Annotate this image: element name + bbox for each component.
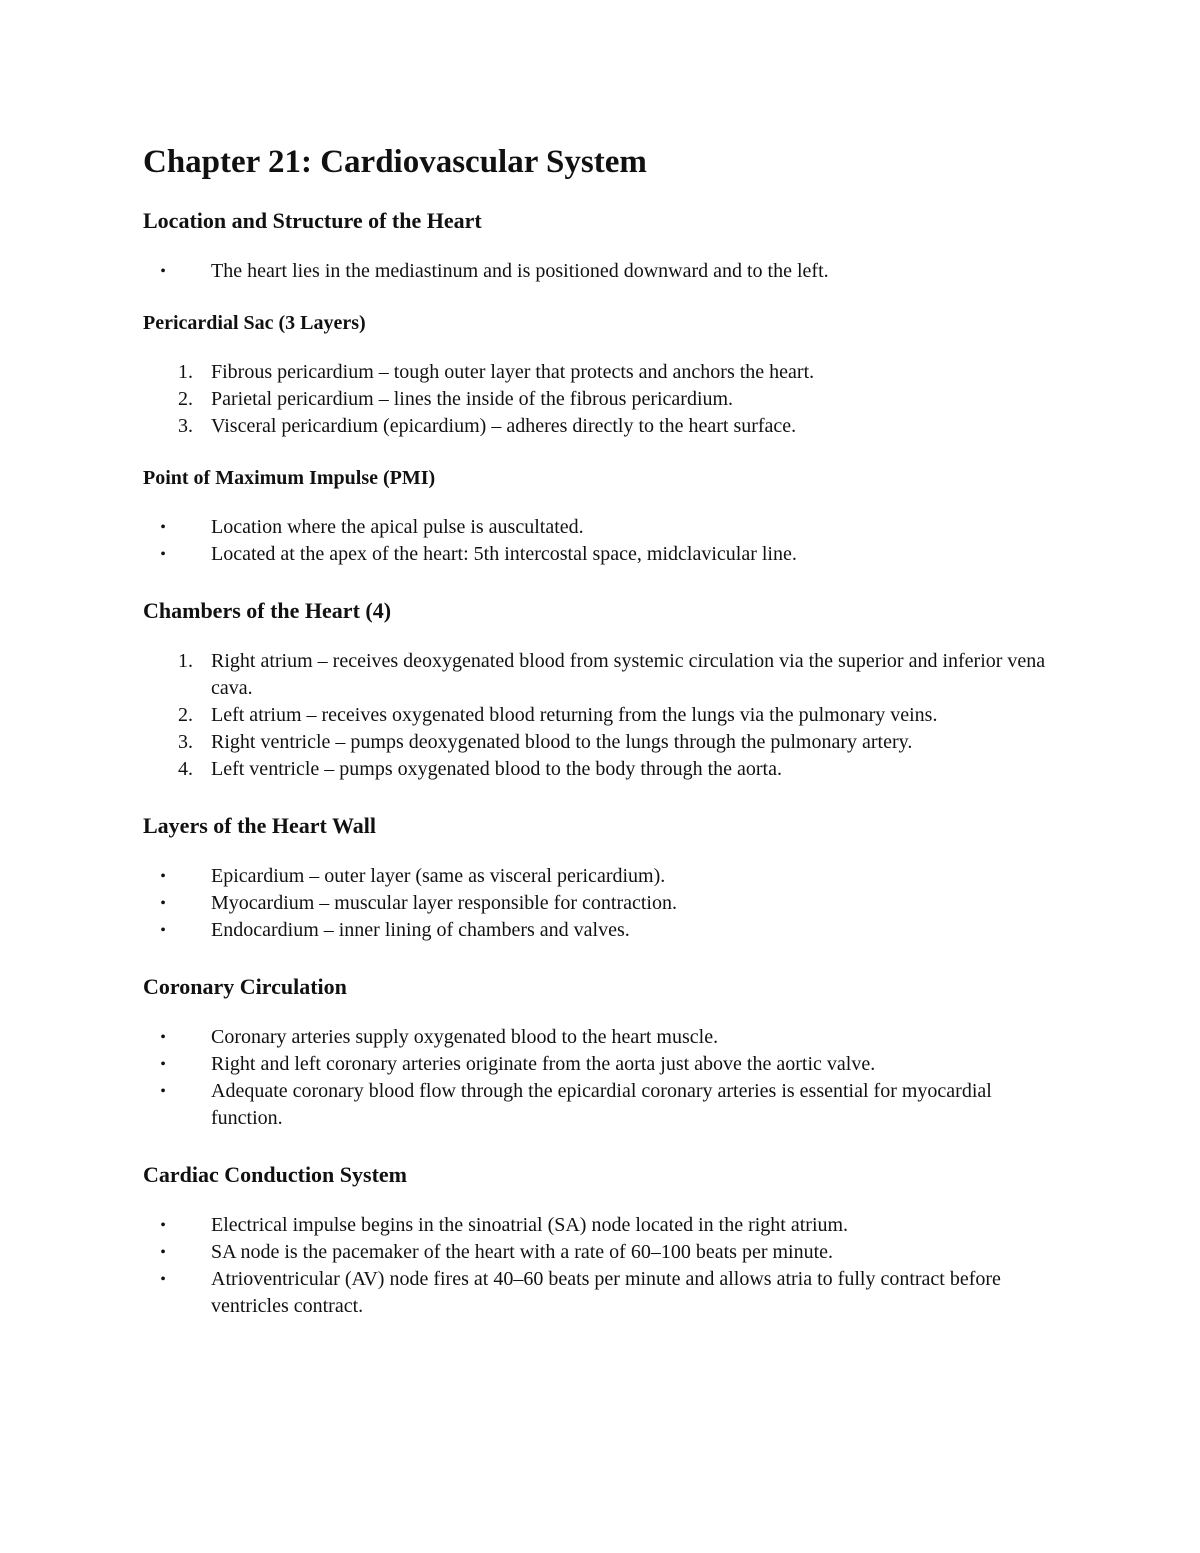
list-item: [143, 648, 1063, 702]
list-item-text: Location where the apical pulse is auscultated.: [211, 516, 584, 538]
bullet-marker: •: [160, 519, 166, 536]
list-item: [143, 386, 1063, 413]
list-item-text: Epicardium – outer layer (same as visceral pericardium).: [211, 865, 666, 887]
bullet-marker: •: [160, 1056, 166, 1073]
number-marker: 3.: [178, 415, 193, 437]
list-item-text: SA node is the pacemaker of the heart with a rate of 60–100 beats per minute.: [211, 1241, 834, 1263]
list-item-text: Left atrium – receives oxygenated blood returning from the lungs via the pulmonary veins.: [211, 704, 938, 726]
list-item: [143, 359, 1063, 386]
document-content: [143, 142, 1063, 1346]
bullet-marker: •: [160, 922, 166, 939]
list-conduction: [143, 1212, 1063, 1320]
section-heading-chambers: Chambers of the Heart (4): [143, 598, 392, 623]
bullet-marker: •: [160, 263, 166, 280]
list-item-text: Adequate coronary blood flow through the epicardial coronary arteries is essential for myocardial function.: [211, 1080, 992, 1129]
bullet-marker: •: [160, 868, 166, 885]
list-item-text: Electrical impulse begins in the sinoatrial (SA) node located in the right atrium.: [211, 1214, 849, 1236]
list-item: [143, 1212, 1063, 1239]
list-chambers: [143, 648, 1063, 783]
number-marker: 1.: [178, 361, 193, 383]
list-item: [143, 702, 1063, 729]
section-heading-pericardial-sac: Pericardial Sac (3 Layers): [143, 312, 366, 334]
list-item-text: Fibrous pericardium – tough outer layer that protects and anchors the heart.: [211, 361, 815, 383]
list-item-text: Endocardium – inner lining of chambers and valves.: [211, 919, 630, 941]
list-pmi: [143, 514, 1063, 568]
list-coronary: [143, 1024, 1063, 1132]
list-item: [143, 1078, 1063, 1132]
list-item: [143, 413, 1063, 440]
list-item-text: Coronary arteries supply oxygenated blood to the heart muscle.: [211, 1026, 719, 1048]
list-item-text: Atrioventricular (AV) node fires at 40–60 beats per minute and allows atria to fully contract before ventricles contract.: [211, 1268, 1001, 1317]
section-heading-pmi: Point of Maximum Impulse (PMI): [143, 467, 436, 489]
list-item: [143, 917, 1063, 944]
number-marker: 2.: [178, 704, 193, 726]
bullet-marker: •: [160, 1244, 166, 1261]
list-item-text: Left ventricle – pumps oxygenated blood to the body through the aorta.: [211, 758, 782, 780]
list-item: [143, 729, 1063, 756]
list-item: [143, 1051, 1063, 1078]
bullet-marker: •: [160, 1271, 166, 1288]
list-item-text: Right atrium – receives deoxygenated blood from systemic circulation via the superior and inferior vena cava.: [211, 650, 1046, 699]
list-item: [143, 514, 1063, 541]
list-item-text: Located at the apex of the heart: 5th intercostal space, midclavicular line.: [211, 543, 797, 565]
bullet-marker: •: [160, 546, 166, 563]
list-item: [143, 541, 1063, 568]
bullet-marker: •: [160, 1217, 166, 1234]
list-heart-wall: [143, 863, 1063, 944]
list-item-text: Visceral pericardium (epicardium) – adheres directly to the heart surface.: [211, 415, 797, 437]
list-item: [143, 863, 1063, 890]
section-heading-conduction: Cardiac Conduction System: [143, 1162, 408, 1187]
page-title: Chapter 21: Cardiovascular System: [143, 144, 647, 180]
list-item: [143, 1024, 1063, 1051]
section-heading-location: Location and Structure of the Heart: [143, 208, 482, 233]
list-pericardial-sac: [143, 359, 1063, 440]
list-item-text: Myocardium – muscular layer responsible for contraction.: [211, 892, 677, 914]
number-marker: 2.: [178, 388, 193, 410]
list-item-text: Parietal pericardium – lines the inside of the fibrous pericardium.: [211, 388, 734, 410]
list-item: [143, 1266, 1063, 1320]
bullet-marker: •: [160, 1083, 166, 1100]
list-item-text: Right and left coronary arteries originate from the aorta just above the aortic valve.: [211, 1053, 876, 1075]
number-marker: 4.: [178, 758, 193, 780]
list-location: [143, 258, 1063, 285]
list-item: [143, 890, 1063, 917]
list-item-text: Right ventricle – pumps deoxygenated blood to the lungs through the pulmonary artery.: [211, 731, 913, 753]
bullet-marker: •: [160, 1029, 166, 1046]
number-marker: 1.: [178, 650, 193, 672]
bullet-marker: •: [160, 895, 166, 912]
list-item: [143, 258, 1063, 285]
list-item: [143, 756, 1063, 783]
list-item: [143, 1239, 1063, 1266]
section-heading-heart-wall: Layers of the Heart Wall: [143, 813, 376, 838]
list-item-text: The heart lies in the mediastinum and is positioned downward and to the left.: [211, 260, 829, 282]
number-marker: 3.: [178, 731, 193, 753]
section-heading-coronary: Coronary Circulation: [143, 974, 347, 999]
